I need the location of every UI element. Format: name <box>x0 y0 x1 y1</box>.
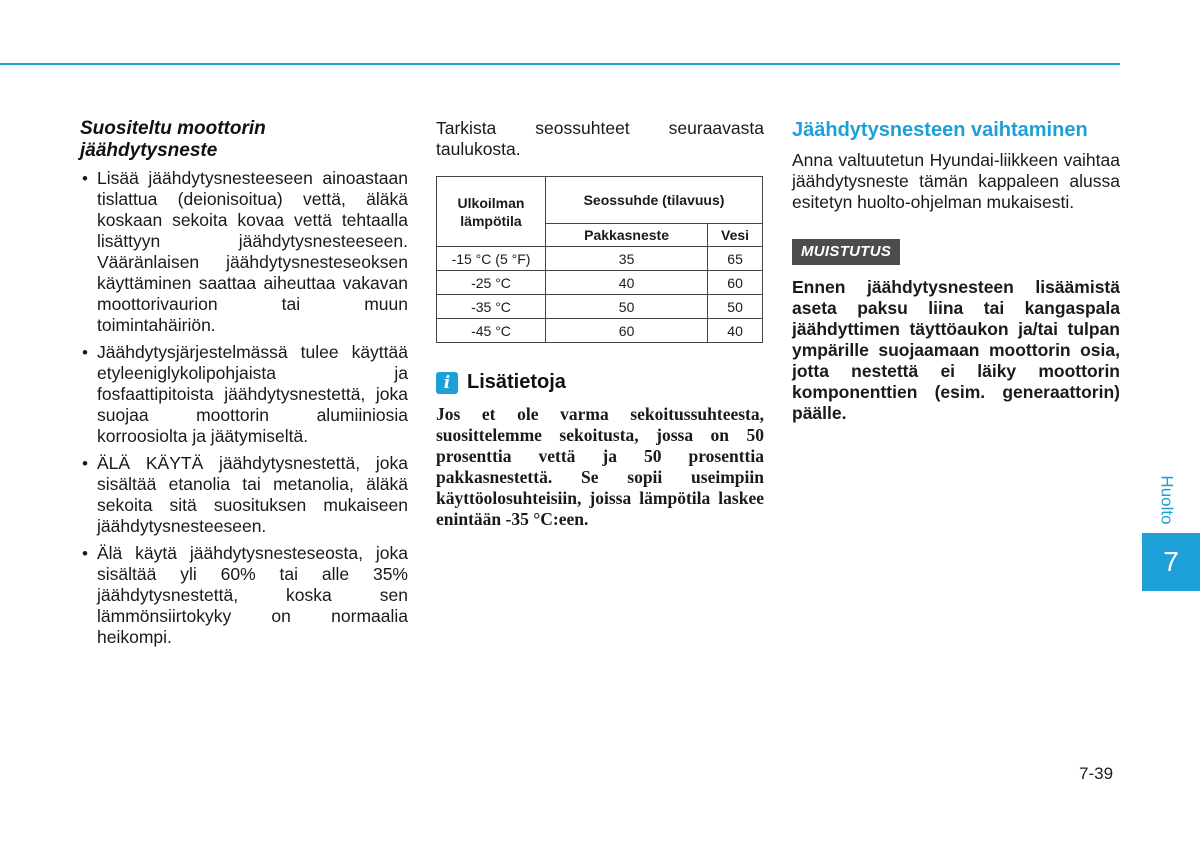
subheading-line-2: jäähdytysneste <box>80 140 218 161</box>
list-item: • Jäähdytysjärjestelmässä tulee käyttää etyleeniglykolipohjaista ja fosfaattipitoista jäähdytysnestettä, joka suojaa moottorin alumiiniosia korroosiolta ja jäätymiseltä. <box>80 342 408 447</box>
cell-antifreeze: 60 <box>546 319 708 343</box>
header-water: Vesi <box>708 224 763 247</box>
page-number: 7-39 <box>1079 764 1114 783</box>
column-coolant-replacement <box>792 118 1120 424</box>
list-item: • ÄLÄ KÄYTÄ jäähdytysnestettä, joka sisältää etanolia tai metanolia, äläkä sekoita sitä suosituksen mukaiseen jäähdytysnesteeseen. <box>80 453 408 537</box>
info-text: Jos et ole varma sekoitussuhteesta, suosittelemme sekoitusta, jossa on 50 prosenttia vettä ja 50 prosenttia pakkasnestettä. Se sopii useimpiin käyttöolosuhteisiin, joissa lämpötila laskee enintään -35 °C:een. <box>436 404 764 529</box>
table-row <box>437 295 763 319</box>
header-mixing-ratio: Seossuhde (tilavuus) <box>546 177 763 224</box>
cell-water: 50 <box>708 295 763 319</box>
cell-antifreeze: 50 <box>546 295 708 319</box>
cell-water: 60 <box>708 271 763 295</box>
column-mixing-ratio <box>436 118 764 530</box>
cell-temperature: -45 °C <box>437 319 546 343</box>
cell-temperature: -35 °C <box>437 295 546 319</box>
table-row <box>437 319 763 343</box>
header-outside-temperature: Ulkoilman lämpötila <box>437 177 546 247</box>
info-title: Lisätietoja <box>467 371 566 393</box>
cell-temperature: -15 °C (5 °F) <box>437 247 546 271</box>
subheading-line-1: Suositeltu moottorin <box>80 118 266 139</box>
header-antifreeze: Pakkasneste <box>546 224 708 247</box>
section-label-text: Huolto <box>1158 475 1178 525</box>
notice-text: Ennen jäähdytysnesteen lisäämistä aseta paksu liina tai kangaspala jäähdyttimen täyttöaukon ja/tai tulpan ympärille suojaamaan moottorin osia, jotta nestettä ei läiky moottorin komponenttien (esim. generaattorin) päälle. <box>792 277 1120 423</box>
list-item: • Lisää jäähdytysnesteeseen ainoastaan tislattua (deionisoitua) vettä, äläkä koskaan sekoita kovaa vettä tehtaalla lisättyyn jäähdytysnesteeseen. Vääränlaisen jäähdytysnesteseoksen käyttäminen saattaa aiheuttaa vakavan moottorivaurion tai muun toimintahäiriön. <box>80 168 408 336</box>
info-icon: i <box>436 372 458 394</box>
cell-water: 40 <box>708 319 763 343</box>
section-subheading <box>80 118 408 162</box>
cell-water: 65 <box>708 247 763 271</box>
header-rule <box>0 63 1120 65</box>
info-heading <box>436 371 764 394</box>
list-item: • Älä käytä jäähdytysnesteseosta, joka sisältää yli 60% tai alle 35% jäähdytysnestettä, koska sen lämmönsiirtokyky on normaalia heikompi. <box>80 543 408 648</box>
table-row <box>437 247 763 271</box>
chapter-tab: 7 <box>1142 533 1200 591</box>
column-recommended-coolant <box>80 118 408 654</box>
cell-antifreeze: 35 <box>546 247 708 271</box>
section-text: Anna valtuutetun Hyundai-liikkeen vaihtaa jäähdytysneste tämän kappaleen alussa esitetyn huolto-ohjelman mukaisesti. <box>792 150 1120 212</box>
cell-temperature: -25 °C <box>437 271 546 295</box>
table-intro: Tarkista seossuhteet seuraavasta taulukosta. <box>436 118 764 159</box>
notice-badge: MUISTUTUS <box>792 239 900 265</box>
mixing-ratio-table <box>436 176 763 343</box>
section-title: Jäähdytysnesteen vaihtaminen <box>792 119 1088 141</box>
cell-antifreeze: 40 <box>546 271 708 295</box>
bullet-list <box>80 168 408 648</box>
side-section-label <box>1154 470 1180 530</box>
table-row <box>437 271 763 295</box>
